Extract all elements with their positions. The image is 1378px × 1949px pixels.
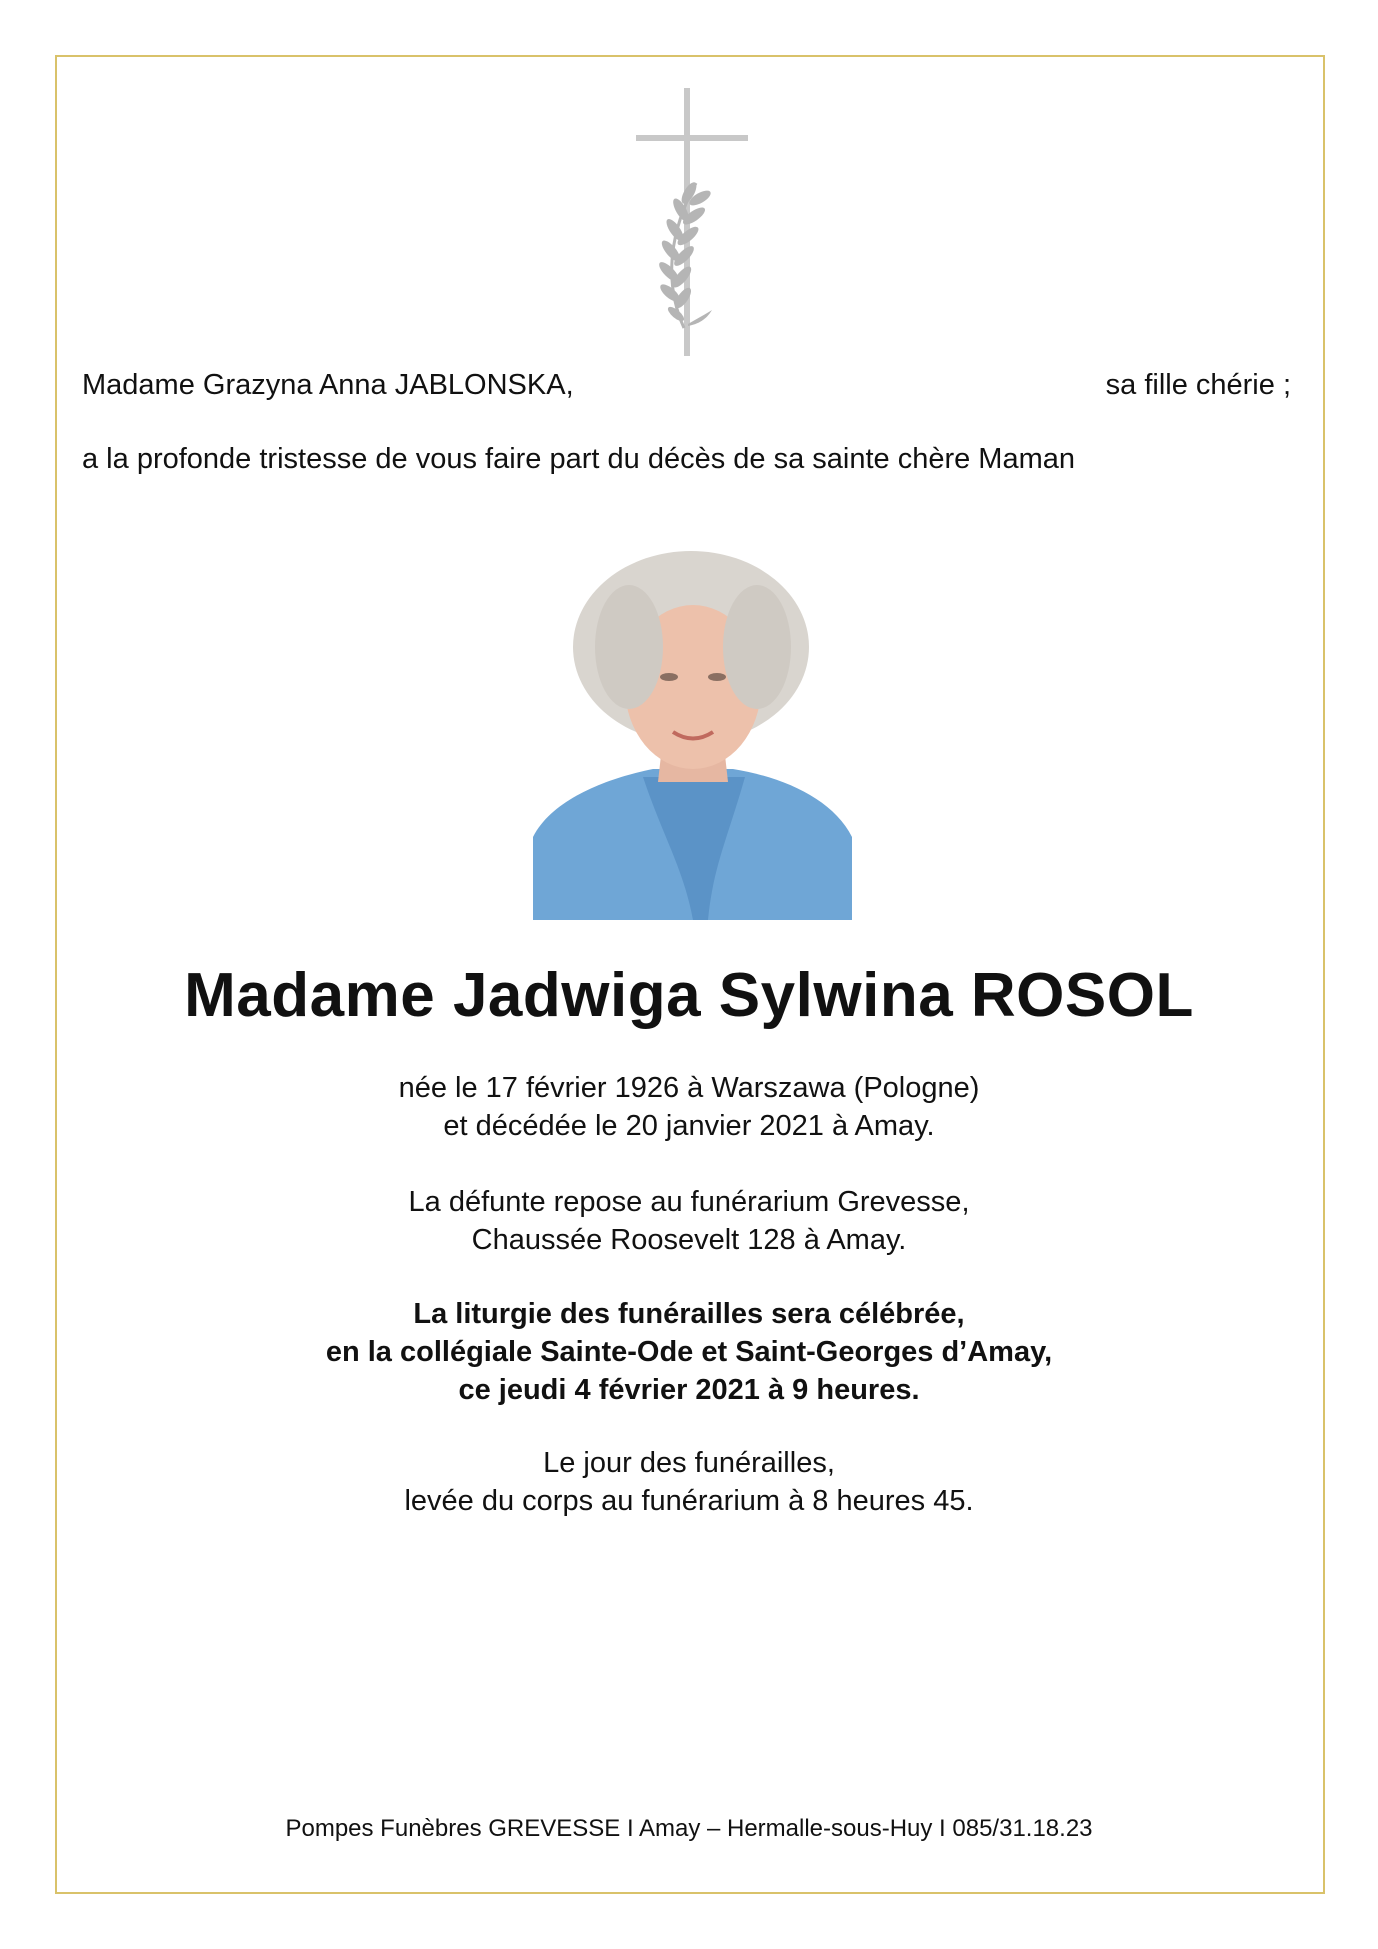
cross-with-palm-icon: [626, 88, 756, 358]
liturgy-line-1: La liturgie des funérailles sera célébrée,: [413, 1298, 965, 1330]
funeral-day-block: [0, 1444, 1378, 1520]
resting-place-block: [0, 1183, 1378, 1259]
funeral-day-line-2: levée du corps au funérarium à 8 heures 45.: [404, 1485, 974, 1517]
liturgy-line-3: ce jeudi 4 février 2021 à 9 heures.: [458, 1374, 920, 1406]
death-line: et décédée le 20 janvier 2021 à Amay.: [443, 1110, 935, 1142]
deceased-name: Madame Jadwiga Sylwina ROSOL: [184, 961, 1194, 1030]
rest-line-2: Chaussée Roosevelt 128 à Amay.: [471, 1224, 907, 1256]
liturgy-line-2: en la collégiale Sainte-Ode et Saint-Georges d’Amay,: [325, 1336, 1053, 1368]
announcement-text: a la profonde tristesse de vous faire part du décès de sa sainte chère Maman: [82, 443, 1076, 475]
funeral-day-line-1: Le jour des funérailles,: [543, 1447, 835, 1479]
liturgy-block: [0, 1295, 1378, 1409]
relation-text: sa fille chérie ;: [1105, 369, 1291, 401]
footer-contact: Pompes Funèbres GREVESSE I Amay – Hermalle-sous-Huy I 085/31.18.23: [285, 1815, 1093, 1842]
daughter-name: Madame Grazyna Anna JABLONSKA,: [82, 369, 574, 401]
rest-line-1: La défunte repose au funérarium Grevesse,: [408, 1186, 970, 1218]
birth-death-block: [0, 1069, 1378, 1145]
birth-line: née le 17 février 1926 à Warszawa (Pologne): [398, 1072, 980, 1104]
portrait-photo: [533, 537, 852, 920]
